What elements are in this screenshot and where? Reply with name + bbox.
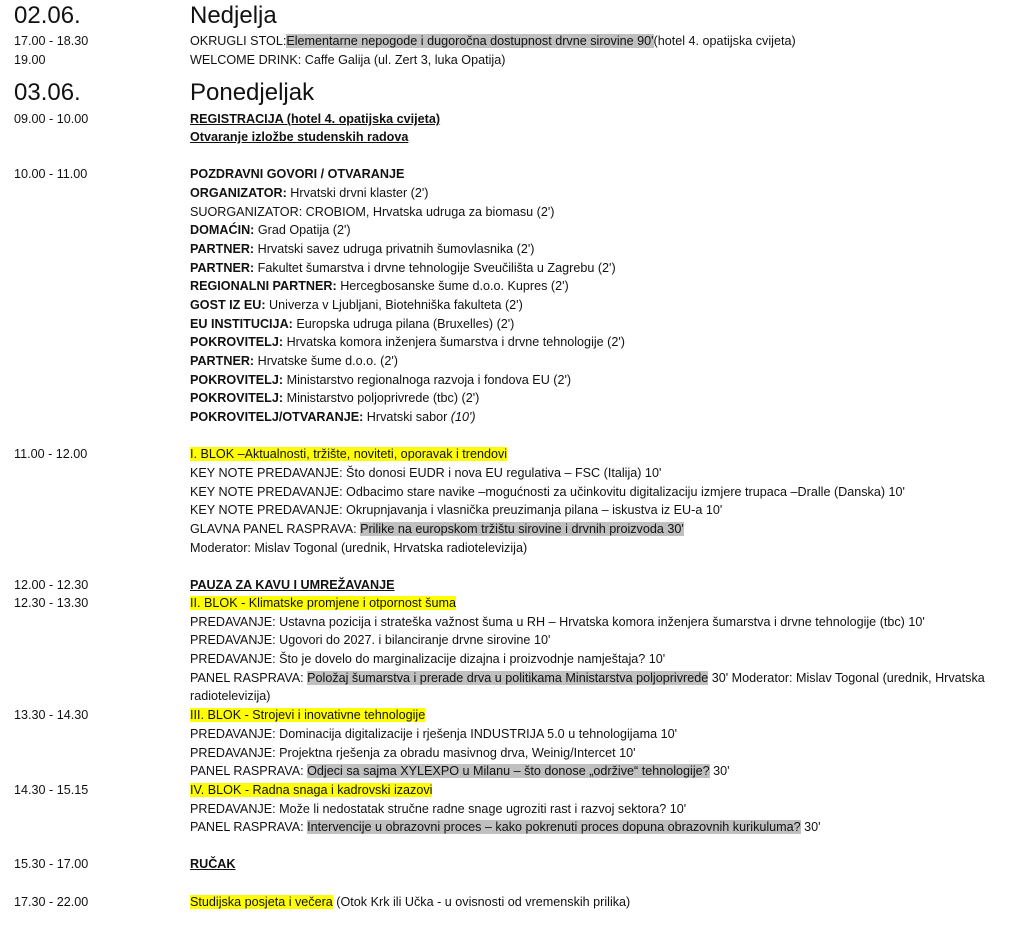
- day-date: 03.06.: [14, 79, 81, 106]
- speaker-text: SUORGANIZATOR: CROBIOM, Hrvatska udruga za biomasu (2'): [190, 205, 555, 219]
- panel-duration: 30': [800, 820, 821, 834]
- speaker-text: Hrvatski drvni klaster (2'): [286, 186, 429, 200]
- day-name: Ponedjeljak: [190, 79, 315, 106]
- lecture-label: PREDAVANJE:: [190, 615, 276, 629]
- speaker-text: Fakultet šumarstva i drvne tehnologije Sveučilišta u Zagrebu (2'): [254, 261, 616, 275]
- speaker-role: POKROVITELJ:: [190, 335, 284, 349]
- speaker-text: Hercegbosanske šume d.o.o. Kupres (2'): [336, 279, 569, 293]
- coffee-break: PAUZA ZA KAVU I UMREŽAVANJE: [190, 578, 395, 592]
- panel-moderator: 30' Moderator: Mislav Togonal (urednik, Hrvatska radiotelevizija): [190, 671, 985, 703]
- time-slot: 13.30 - 14.30: [14, 708, 89, 722]
- panel-label: GLAVNA PANEL RASPRAVA:: [190, 522, 361, 536]
- speaker-role: EU INSTITUCIJA:: [190, 317, 293, 331]
- lecture-text: KEY NOTE PREDAVANJE: Okrupnjavanja i vlasnička preuzimanja pilana – iskustva iz EU-a 10': [190, 503, 723, 517]
- speaker-text: Univerza v Ljubljani, Biotehniška fakulteta (2'): [265, 298, 523, 312]
- entry-location: (hotel 4. opatijska cvijeta): [653, 34, 796, 48]
- registration-title: REGISTRACIJA (hotel 4. opatijska cvijeta): [190, 112, 441, 126]
- entry-topic: Elementarne nepogode i dugoročna dostupnost drvne sirovine 90': [286, 34, 654, 48]
- opening-title: POZDRAVNI GOVORI / OTVARANJE: [190, 167, 405, 181]
- speaker-duration: (10'): [450, 410, 476, 424]
- lunch-label: RUČAK: [190, 857, 236, 871]
- panel-label: PANEL RASPRAVA:: [190, 820, 308, 834]
- lecture-label: PREDAVANJE:: [190, 652, 276, 666]
- speaker-role: GOST IZ EU:: [190, 298, 266, 312]
- block-title: IV. BLOK - Radna snaga i kadrovski izazovi: [190, 783, 433, 797]
- speaker-role: PARTNER:: [190, 261, 255, 275]
- time-slot: 09.00 - 10.00: [14, 112, 89, 126]
- block-title: II. BLOK - Klimatske promjene i otpornost šuma: [190, 596, 456, 610]
- time-slot: 10.00 - 11.00: [14, 167, 88, 181]
- lecture-text: KEY NOTE PREDAVANJE: Odbacimo stare navike –mogućnosti za učinkovitu digitalizaciju izmjere trupaca –Dralle (Danska) 10': [190, 485, 905, 499]
- time-slot: 12.30 - 13.30: [14, 596, 89, 610]
- lecture-text: KEY NOTE PREDAVANJE: Što donosi EUDR i nova EU regulativa – FSC (Italija) 10': [190, 466, 662, 480]
- speaker-text: Ministarstvo regionalnoga razvoja i fondova EU (2'): [283, 373, 572, 387]
- panel-label: PANEL RASPRAVA:: [190, 671, 308, 685]
- speaker-text: Hrvatska komora inženjera šumarstva i drvne tehnologije (2'): [283, 335, 625, 349]
- time-slot: 15.30 - 17.00: [14, 857, 89, 871]
- time-slot: 12.00 - 12.30: [14, 578, 89, 592]
- speaker-text: Hrvatski savez udruga privatnih šumovlasnika (2'): [254, 242, 535, 256]
- panel-duration: 30': [709, 764, 730, 778]
- lecture-label: PREDAVANJE:: [190, 746, 276, 760]
- lecture-label: PREDAVANJE:: [190, 802, 276, 816]
- study-visit-title: Studijska posjeta i večera: [190, 895, 333, 909]
- day-date: 02.06.: [14, 2, 81, 29]
- round-table-entry: [190, 32, 796, 50]
- lecture-text: Može li nedostatak stručne radne snage ugroziti rast i razvoj sektora? 10': [275, 802, 687, 816]
- lecture-label: PREDAVANJE:: [190, 633, 276, 647]
- time-slot: 11.00 - 12.00: [14, 447, 88, 461]
- lecture-text: Što je dovelo do marginalizacije dizajna i proizvodnje namještaja? 10': [275, 652, 666, 666]
- day-name: Nedjelja: [190, 2, 277, 29]
- moderator-text: Moderator: Mislav Togonal (urednik, Hrvatska radiotelevizija): [190, 541, 528, 555]
- speaker-role: POKROVITELJ/OTVARANJE:: [190, 410, 364, 424]
- speaker-role: PARTNER:: [190, 242, 255, 256]
- lecture-text: Dominacija digitalizacije i rješenja INDUSTRIJA 5.0 u tehnologijama 10': [275, 727, 678, 741]
- speaker-text: Hrvatske šume d.o.o. (2'): [254, 354, 398, 368]
- panel-topic: Intervencije u obrazovni proces – kako pokrenuti proces dopuna obrazovnih kurikuluma?: [307, 820, 801, 834]
- speaker-role: REGIONALNI PARTNER:: [190, 279, 337, 293]
- panel-topic: Odjeci sa sajma XYLEXPO u Milanu – što donose „održive“ tehnologije?: [307, 764, 710, 778]
- lecture-text: Ustavna pozicija i strateška važnost šuma u RH – Hrvatska komora inženjera šumarstva i drvne tehnologije (tbc) 10': [275, 615, 925, 629]
- lecture-label: PREDAVANJE:: [190, 727, 276, 741]
- lecture-text: Ugovori do 2027. i bilanciranje drvne sirovine 10': [275, 633, 551, 647]
- block-title: III. BLOK - Strojevi i inovativne tehnologije: [190, 708, 426, 722]
- panel-topic: Prilike na europskom tržištu sirovine i drvnih proizvoda 30': [360, 522, 684, 536]
- speaker-role: DOMAĆIN:: [190, 223, 255, 237]
- exhibition-opening: Otvaranje izložbe studenskih radova: [190, 130, 409, 144]
- block-title: I. BLOK –Aktualnosti, tržište, noviteti, oporavak i trendovi: [190, 447, 508, 461]
- panel-topic: Položaj šumarstva i prerade drva u politikama Ministarstva poljoprivrede: [307, 671, 709, 685]
- welcome-drink-entry: WELCOME DRINK: Caffe Galija (ul. Zert 3, luka Opatija): [190, 53, 506, 67]
- speaker-text: Hrvatski sabor: [363, 410, 451, 424]
- time-slot: 17.00 - 18.30: [14, 34, 89, 48]
- entry-label: OKRUGLI STOL:: [190, 34, 287, 48]
- time-slot: 17.30 - 22.00: [14, 895, 89, 909]
- study-visit-note: (Otok Krk ili Učka - u ovisnosti od vremenskih prilika): [332, 895, 631, 909]
- speaker-role: PARTNER:: [190, 354, 255, 368]
- lecture-text: Projektna rješenja za obradu masivnog drva, Weinig/Intercet 10': [275, 746, 636, 760]
- speaker-role: POKROVITELJ:: [190, 391, 284, 405]
- speaker-role: POKROVITELJ:: [190, 373, 284, 387]
- time-slot: 19.00: [14, 53, 46, 67]
- speaker-text: Grad Opatija (2'): [254, 223, 351, 237]
- time-slot: 14.30 - 15.15: [14, 783, 89, 797]
- speaker-role: ORGANIZATOR:: [190, 186, 287, 200]
- speaker-text: Europska udruga pilana (Bruxelles) (2'): [292, 317, 515, 331]
- panel-label: PANEL RASPRAVA:: [190, 764, 308, 778]
- speaker-text: Ministarstvo poljoprivrede (tbc) (2'): [283, 391, 480, 405]
